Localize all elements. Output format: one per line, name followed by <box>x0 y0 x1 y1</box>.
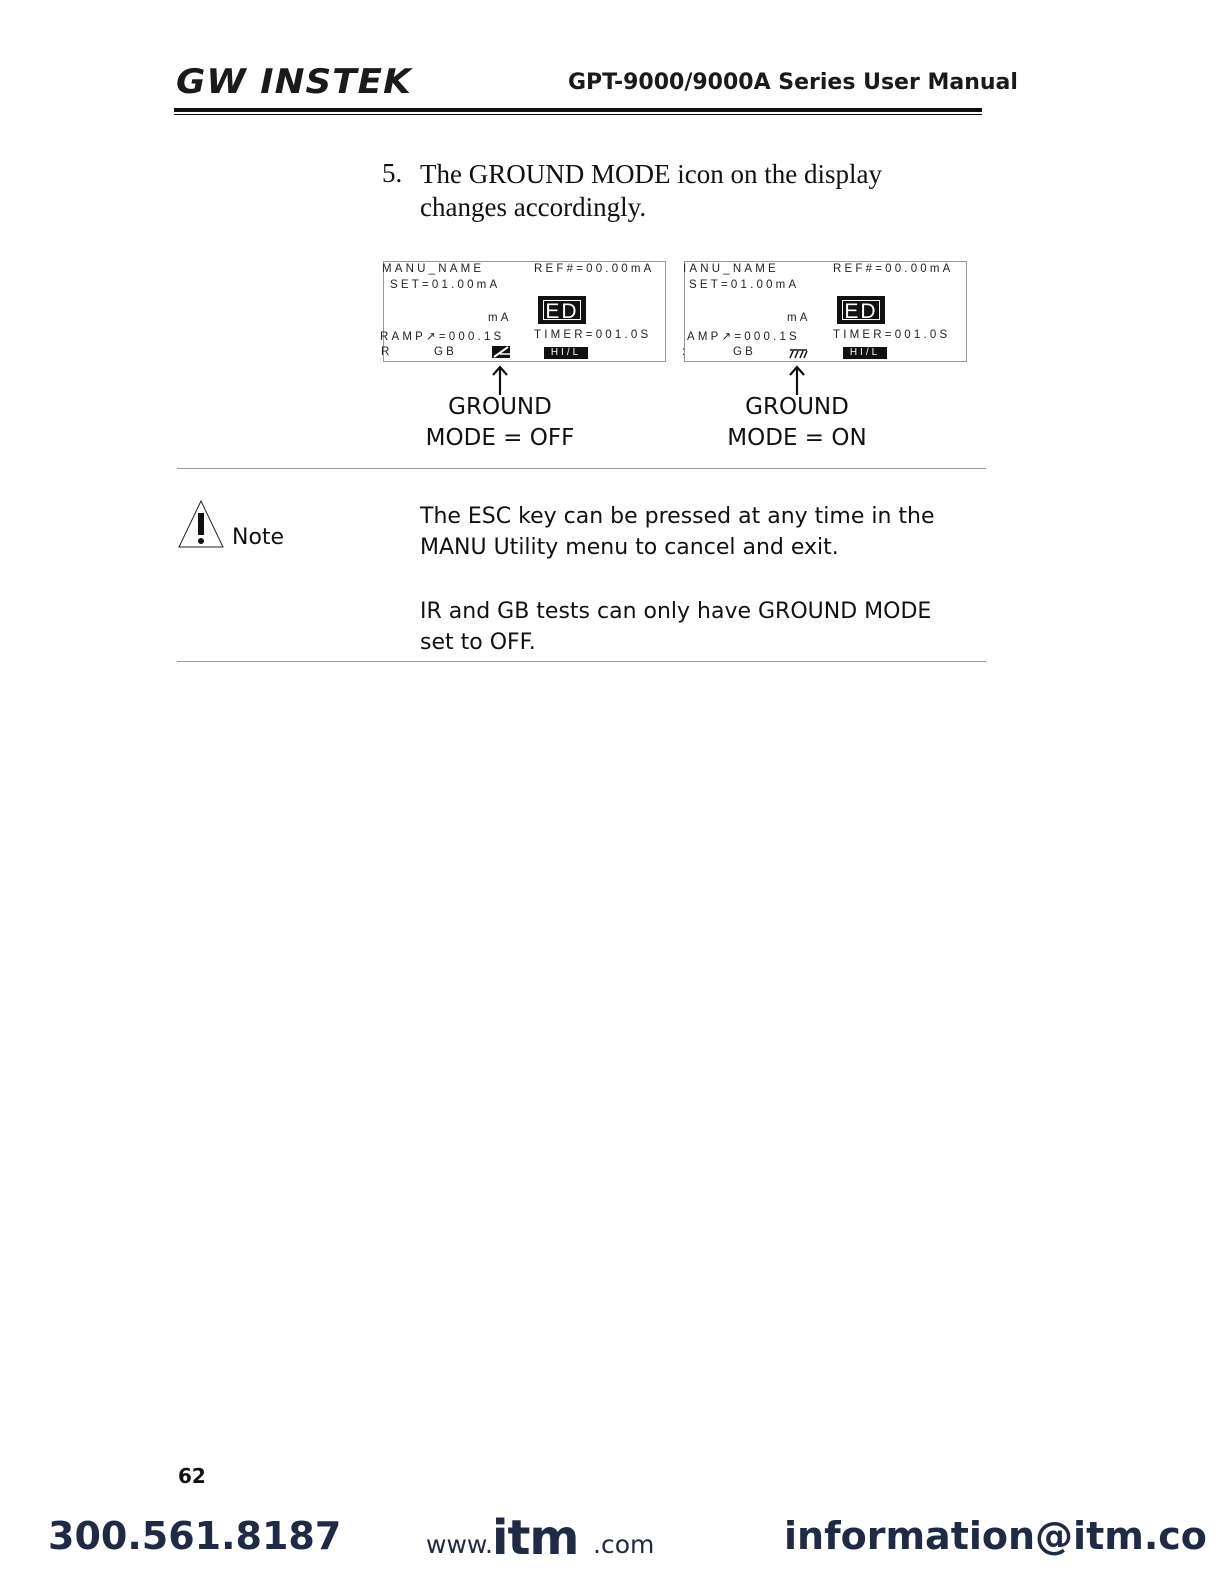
step-text: The GROUND MODE icon on the display changes accordingly. <box>420 159 882 222</box>
note-paragraph-esc: The ESC key can be pressed at any time in the MANU Utility menu to cancel and exit. <box>420 504 935 560</box>
lcd-function: R <box>381 346 393 358</box>
lcd-unit: mA <box>787 312 811 324</box>
section-divider <box>177 661 986 662</box>
lcd-mode-box: ED <box>837 296 885 324</box>
lcd-test-name: MANU_NAME <box>382 263 485 275</box>
ground-off-icon <box>490 345 512 359</box>
warning-icon <box>177 499 225 549</box>
caption-ground-off: GROUND MODE = OFF <box>425 394 575 451</box>
manual-title: GPT-9000/9000A Series User Manual <box>568 70 1018 95</box>
header-rule <box>174 108 982 112</box>
step-number: 5. <box>382 158 403 188</box>
lcd-test-name: IANU_NAME <box>683 263 779 275</box>
lcd-hi-l-indicator: HI/L <box>544 347 588 359</box>
lcd-ref-value: REF#=00.00mA <box>833 263 954 275</box>
footer-email: information@itm.co <box>784 1514 1207 1558</box>
section-divider <box>177 468 986 469</box>
lcd-ref-value: REF#=00.00mA <box>534 263 655 275</box>
header-rule-thin <box>174 114 982 115</box>
lcd-display-ground-off <box>380 261 666 362</box>
lcd-timer-value: TIMER=001.0S <box>534 329 652 341</box>
page-number: 62 <box>178 1464 206 1488</box>
brand-logo: GW INSTEK <box>176 62 412 102</box>
lcd-ramp-value: AMP↗=000.1S <box>687 331 800 343</box>
footer-itm-logo: itm <box>492 1510 579 1566</box>
lcd-mode-box: ED <box>538 296 586 324</box>
lcd-ramp-value: RAMP↗=000.1S <box>380 331 505 343</box>
lcd-function: : <box>682 346 689 358</box>
lcd-set-value: SET=01.00mA <box>689 279 800 291</box>
lcd-timer-value: TIMER=001.0S <box>833 329 951 341</box>
note-label: Note <box>232 525 285 550</box>
lcd-test-type: GB <box>434 346 458 358</box>
lcd-display-ground-on <box>684 261 967 362</box>
lcd-set-value: SET=01.00mA <box>390 279 501 291</box>
lcd-test-type: GB <box>733 346 757 358</box>
caption-ground-on: GROUND MODE = ON <box>727 394 867 451</box>
footer-www: www. <box>426 1530 493 1559</box>
note-paragraph-ground-mode: IR and GB tests can only have GROUND MODE set to OFF. <box>420 599 932 655</box>
lcd-hi-l-indicator: HI/L <box>843 347 887 359</box>
footer-com: .com <box>593 1530 655 1559</box>
ground-on-icon <box>787 345 809 359</box>
footer-phone: 300.561.8187 <box>48 1514 342 1558</box>
lcd-unit: mA <box>488 312 512 324</box>
